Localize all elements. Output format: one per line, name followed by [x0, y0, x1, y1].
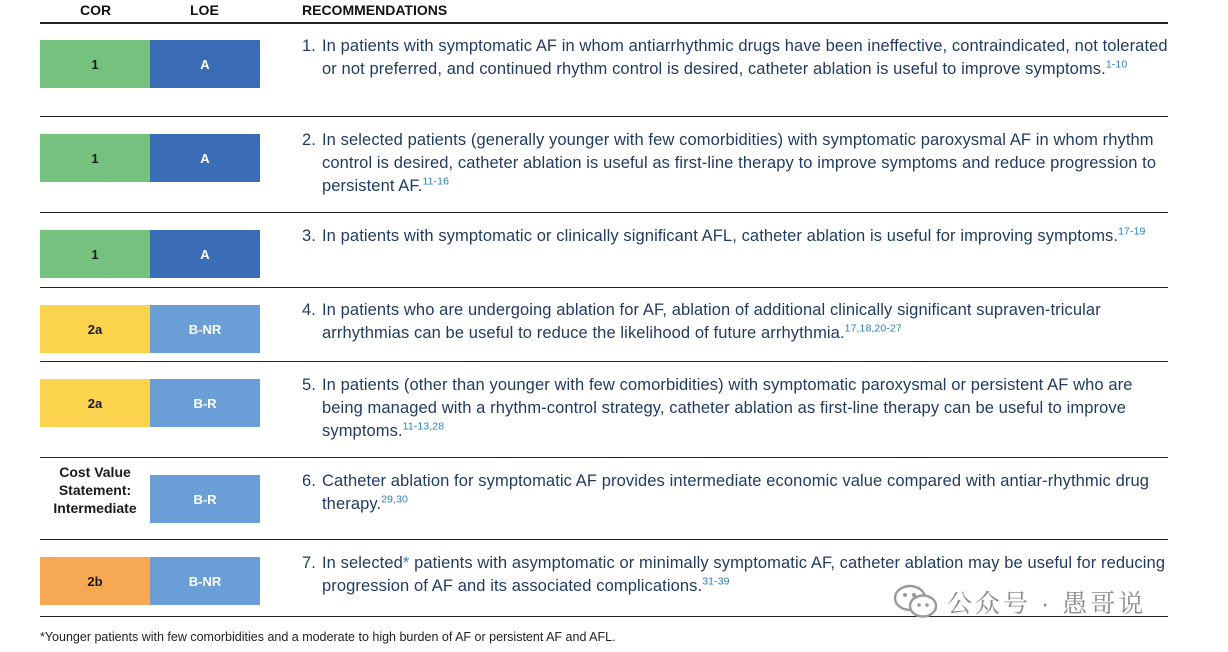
citation: 11-13,28 — [402, 420, 445, 433]
recommendation-number: 4. — [302, 301, 316, 319]
recommendation-4 — [302, 299, 1172, 345]
loe-badge: B-NR — [150, 305, 260, 353]
recommendation-3 — [302, 225, 1172, 248]
recommendation-text: In patients (other than younger with few comorbidities) with symptomatic paroxysmal or persistent AF who are being managed with a rhythm-control strategy, catheter ablation as first-line therapy can be useful to improve symptoms. — [322, 376, 1133, 440]
watermark-text: 公众号 · 愚哥说 — [947, 590, 1147, 618]
row-divider — [40, 116, 1168, 117]
loe-badge: B-NR — [150, 557, 260, 605]
recommendation-text: In selected patients (generally younger with few comorbidities) with symptomatic paroxysmal AF in whom rhythm control is desired, catheter ablation is useful as first-line therapy to improve symptoms and reduce progression to persistent AF. — [322, 131, 1157, 195]
footnote: *Younger patients with few comorbidities and a moderate to high burden of AF or persistent AF and AFL. — [40, 630, 616, 644]
row-divider — [40, 287, 1168, 288]
cost-line: Intermediate — [53, 500, 137, 516]
row-divider — [40, 212, 1168, 213]
header-cor: COR — [80, 2, 112, 18]
recommendation-number: 6. — [302, 472, 316, 490]
recommendation-text: patients with asymptomatic or minimally symptomatic AF, catheter ablation may be useful for reducing progression of AF and its associated complications. — [322, 554, 1166, 595]
recommendation-number: 5. — [302, 376, 316, 394]
recommendation-5 — [302, 374, 1172, 443]
recommendation-6 — [302, 470, 1172, 516]
cor-badge: 1 — [40, 134, 150, 182]
cor-badge: 2b — [40, 557, 150, 605]
cor-badge: 1 — [40, 40, 150, 88]
cost-line: Cost Value — [59, 464, 131, 480]
citation: 29,30 — [381, 493, 408, 506]
recommendation-number: 7. — [302, 554, 316, 572]
wechat-icon — [893, 584, 939, 620]
citation: 1-10 — [1105, 58, 1128, 71]
loe-badge: B-R — [150, 379, 260, 427]
cost-line: Statement: — [58, 482, 132, 498]
citation: 17,18,20-27 — [844, 322, 902, 335]
header-loe: LOE — [190, 2, 219, 18]
header-recommendations: RECOMMENDATIONS — [302, 2, 448, 18]
loe-badge: A — [150, 134, 260, 182]
citation: 31-39 — [702, 575, 730, 588]
recommendation-1 — [302, 35, 1172, 81]
recommendation-number: 2. — [302, 131, 316, 149]
recommendation-text: In patients who are undergoing ablation for AF, ablation of additional clinically significant supraven-tricular arrhythmias can be useful to reduce the likelihood of future arrhythmia. — [322, 301, 1101, 342]
recommendation-text-lead: In selected — [322, 554, 403, 572]
recommendation-number: 1. — [302, 37, 316, 55]
watermark — [893, 584, 1146, 620]
recommendation-number: 3. — [302, 227, 316, 245]
loe-badge: A — [150, 230, 260, 278]
header-rule — [40, 22, 1168, 24]
cor-badge: 2a — [40, 379, 150, 427]
cor-badge: 1 — [40, 230, 150, 278]
cost-value-statement — [40, 463, 150, 517]
loe-badge: A — [150, 40, 260, 88]
row-divider — [40, 539, 1168, 540]
recommendation-text: In patients with symptomatic AF in whom antiarrhythmic drugs have been ineffective, contraindicated, not tolerated or not preferred, and continued rhythm control is desired, catheter ablation is useful to improve symptoms. — [322, 37, 1168, 78]
cor-badge: 2a — [40, 305, 150, 353]
asterisk: * — [402, 554, 410, 572]
recommendation-text: Catheter ablation for symptomatic AF provides intermediate economic value compared with antiar-rhythmic drug therapy. — [322, 472, 1150, 513]
recommendation-2 — [302, 129, 1172, 198]
loe-badge: B-R — [150, 475, 260, 523]
row-divider — [40, 361, 1168, 362]
citation: 17-19 — [1118, 225, 1146, 238]
recommendation-text: In patients with symptomatic or clinically significant AFL, catheter ablation is useful for improving symptoms. — [322, 227, 1119, 245]
citation: 11-16 — [422, 175, 450, 188]
row-divider — [40, 457, 1168, 458]
